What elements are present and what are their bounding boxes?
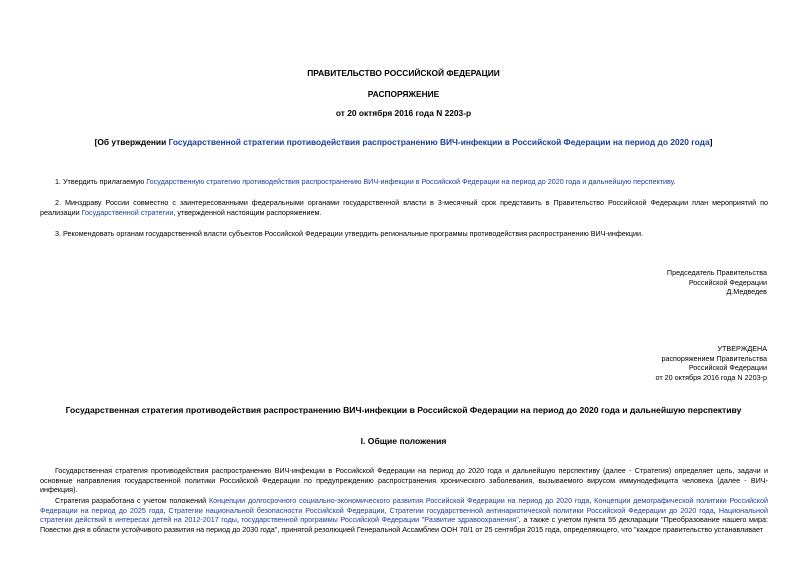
approval-line-4: от 20 октября 2016 года N 2203-р xyxy=(655,373,767,383)
p-text-g: , а также с учетом пункта 55 декларации "Преобразование нашего мира: Повестки дня в области устойчивого развития на период до 2030 года", принятой резолюцией Генеральной Ассамблеи ООН 70/1 от 25 сентября 2015 года, определяющего, что "каждое правительство устанавливает xyxy=(40,515,768,535)
approval-title: УТВЕРЖДЕНА xyxy=(717,344,767,353)
concept-demographic-link[interactable]: Концепции демографической политики Российской Федерации на период до 2025 года xyxy=(40,496,768,515)
antidrug-strategy-link[interactable]: Стратегии государственной антинаркотической политики Российской Федерации до 2020 года xyxy=(389,505,714,515)
p-text-c: , xyxy=(163,505,169,515)
health-program-link[interactable]: государственной программы Российской Федерации "Развитие здравоохранения" xyxy=(241,515,519,525)
p2-prefix: 2. Минздраву России совместно с заинтересованными федеральными органами государственной власти в 3-месячный срок представить в Правительство Российской Федерации план мероприятий по реализации xyxy=(40,198,768,217)
children-strategy-link[interactable]: Национальной стратегии действий в интересах детей на 2012-2017 годы xyxy=(40,505,769,525)
paragraph-2 xyxy=(40,198,768,217)
signature-country: Российской Федерации xyxy=(688,277,767,287)
p-text-b: , xyxy=(589,496,595,505)
paragraph-1 xyxy=(40,177,768,187)
p-text-e: , xyxy=(713,505,719,515)
section-paragraph-1: Государственная стратегия противодействия распространению ВИЧ-инфекции в Российской Федерации на период до 2020 года и дальнейшую перспективу (далее - Стратегия) определяет цель, задачи и основные направления государственной политики Российской Федерации по предупреждению распространения хронического заболевания, вызываемого вирусом иммунодефицита человека (далее - ВИЧ-инфекция). xyxy=(40,466,768,495)
signature-name: Д.Медведев xyxy=(726,287,767,297)
approval-block xyxy=(467,344,767,383)
p-text-a: Стратегия разработана с учетом положений xyxy=(55,496,209,505)
approval-line-3: Российской Федерации xyxy=(688,363,767,373)
p2-strategy-link[interactable]: Государственной стратегии xyxy=(81,207,174,217)
p1-suffix: . xyxy=(673,177,676,186)
p-text-f: , xyxy=(236,515,242,525)
p2-suffix: , утвержденной настоящим распоряжением. xyxy=(173,207,322,217)
section-heading: I. Общие положения xyxy=(360,436,447,446)
paragraph-3: 3. Рекомендовать органам государственной власти субъектов Российской Федерации утвердить региональные программы противодействия распространению ВИЧ-инфекции. xyxy=(55,229,644,238)
section-paragraph-2 xyxy=(40,496,768,535)
government-heading: ПРАВИТЕЛЬСТВО РОССИЙСКОЙ ФЕДЕРАЦИИ xyxy=(307,68,500,78)
p1-strategy-link[interactable]: Государственную стратегию противодействия распространению ВИЧ-инфекции в Российской Федерации на период до 2020 года и дальнейшую перспективу xyxy=(146,177,674,186)
strategy-title: Государственная стратегия противодействия распространению ВИЧ-инфекции в Российской Федерации на период до 2020 года и дальнейшую перспективу xyxy=(65,405,742,415)
signature-position: Председатель Правительства xyxy=(666,268,767,277)
title-link[interactable]: Государственной стратегии противодействия распространению ВИЧ-инфекции в Российской Федерации на период до 2020 года xyxy=(168,137,710,147)
document-title xyxy=(0,137,807,148)
p1-prefix: 1. Утвердить прилагаемую xyxy=(55,177,147,186)
p-text-d: , xyxy=(384,505,390,515)
order-date-heading: от 20 октября 2016 года N 2203-р xyxy=(335,108,472,118)
title-open: [Об утверждении xyxy=(94,137,169,147)
concept-longterm-link[interactable]: Концепции долгосрочного социально-экономического развития Российской Федерации на период до 2020 года xyxy=(208,496,590,505)
national-security-link[interactable]: Стратегии национальной безопасности Российской Федерации xyxy=(168,505,385,515)
order-type-heading: РАСПОРЯЖЕНИЕ xyxy=(367,89,440,99)
title-close: ] xyxy=(709,137,713,147)
approval-line-2: распоряжением Правительства xyxy=(661,353,767,363)
signature-block xyxy=(467,268,767,297)
